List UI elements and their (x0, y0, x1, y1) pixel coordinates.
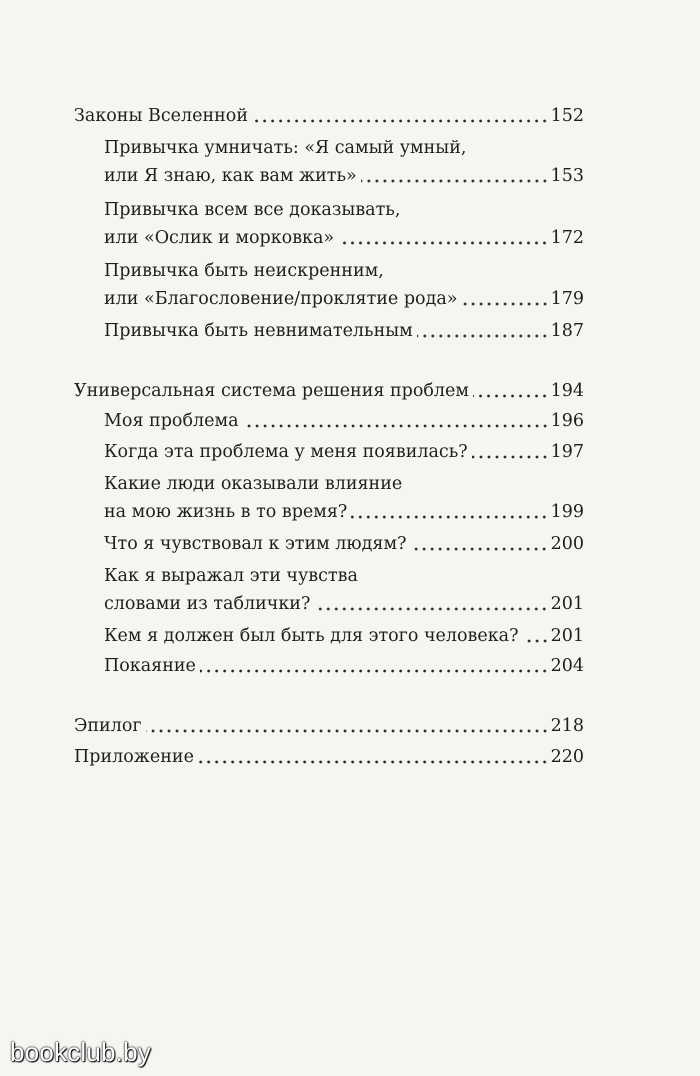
toc-subentry-title-line1: Привычка всем все доказывать, (104, 200, 401, 220)
toc-entry-problem-solving-system (74, 373, 584, 401)
toc-subentry-title: Когда эта проблема у меня появилась? (104, 442, 468, 462)
toc-subentry (104, 494, 584, 522)
toc-subentry-title: или Я знаю, как вам жить» (104, 166, 357, 186)
toc-subentry (104, 313, 584, 341)
toc-subentry (104, 586, 584, 614)
dot-leader (417, 322, 549, 338)
toc-page-number: 201 (550, 594, 584, 614)
toc-page-number: 153 (550, 166, 584, 186)
toc-entry-title: Законы Вселенной (74, 106, 248, 126)
toc-subentry (104, 281, 584, 309)
toc-subentry (104, 648, 584, 676)
toc-subentry-title: Моя проблема (104, 411, 239, 431)
toc-page-number: 187 (550, 321, 584, 341)
toc-subentry-title-line1: Привычка умничать: «Я самый умный, (104, 138, 467, 158)
toc-page-number: 197 (550, 442, 584, 462)
toc-subentry-title-line1: Какие люди оказывали влияние (104, 474, 403, 494)
dot-leader (146, 717, 549, 733)
toc-page-number: 220 (550, 747, 584, 767)
dot-leader (462, 290, 549, 306)
toc-subentry (104, 618, 584, 646)
toc-entry-title: Эпилог (74, 716, 142, 736)
toc-page-number: 194 (550, 381, 584, 401)
dot-leader (410, 535, 548, 551)
toc-page-number: 179 (550, 289, 584, 309)
dot-leader (472, 443, 549, 459)
toc-page-number: 152 (550, 106, 584, 126)
toc-subentry-title: Кем я должен был быть для этого человека? (104, 626, 519, 646)
dot-leader (314, 595, 548, 611)
toc-subentry-title: на мою жизнь в то время? (104, 502, 348, 522)
toc-entry-title: Приложение (74, 747, 194, 767)
toc-subentry (104, 403, 584, 431)
toc-subentry (104, 158, 584, 186)
toc-subentry-title: или «Благословение/проклятие рода» (104, 289, 458, 309)
toc-page-number: 218 (550, 716, 584, 736)
dot-leader (198, 748, 549, 764)
toc-page-number: 199 (550, 502, 584, 522)
toc-subentry-title-line1: Как я выражал эти чувства (104, 566, 358, 586)
toc-subentry (104, 434, 584, 462)
dot-leader (200, 657, 549, 673)
toc-page-number: 204 (550, 656, 584, 676)
toc-subentry-title: Что я чувствовал к этим людям? (104, 534, 407, 554)
toc-page-number: 172 (550, 228, 584, 248)
toc-page-number: 201 (550, 626, 584, 646)
toc-subentry-title-line1: Привычка быть неискренним, (104, 261, 384, 281)
toc-entry-laws-of-universe (74, 98, 584, 126)
dot-leader (351, 503, 548, 519)
bookclub-watermark: bookclub.by (10, 1037, 151, 1067)
dot-leader (338, 229, 548, 245)
toc-entry-epilogue (74, 708, 584, 736)
dot-leader (361, 167, 549, 183)
toc-subentry-title: или «Ослик и морковка» (104, 228, 335, 248)
toc-subentry (104, 526, 584, 554)
toc-entry-appendix (74, 739, 584, 767)
toc-page-number: 196 (550, 411, 584, 431)
dot-leader (252, 107, 549, 123)
dot-leader (523, 627, 549, 643)
toc-page-number: 200 (550, 534, 584, 554)
toc-subentry (104, 220, 584, 248)
toc-subentry-title: Покаяние (104, 656, 196, 676)
toc-entry-title: Универсальная система решения проблем (74, 381, 470, 401)
toc-subentry-title: Привычка быть невнимательным (104, 321, 413, 341)
toc-subentry-title: словами из таблички? (104, 594, 311, 614)
dot-leader (243, 412, 549, 428)
dot-leader (473, 382, 549, 398)
